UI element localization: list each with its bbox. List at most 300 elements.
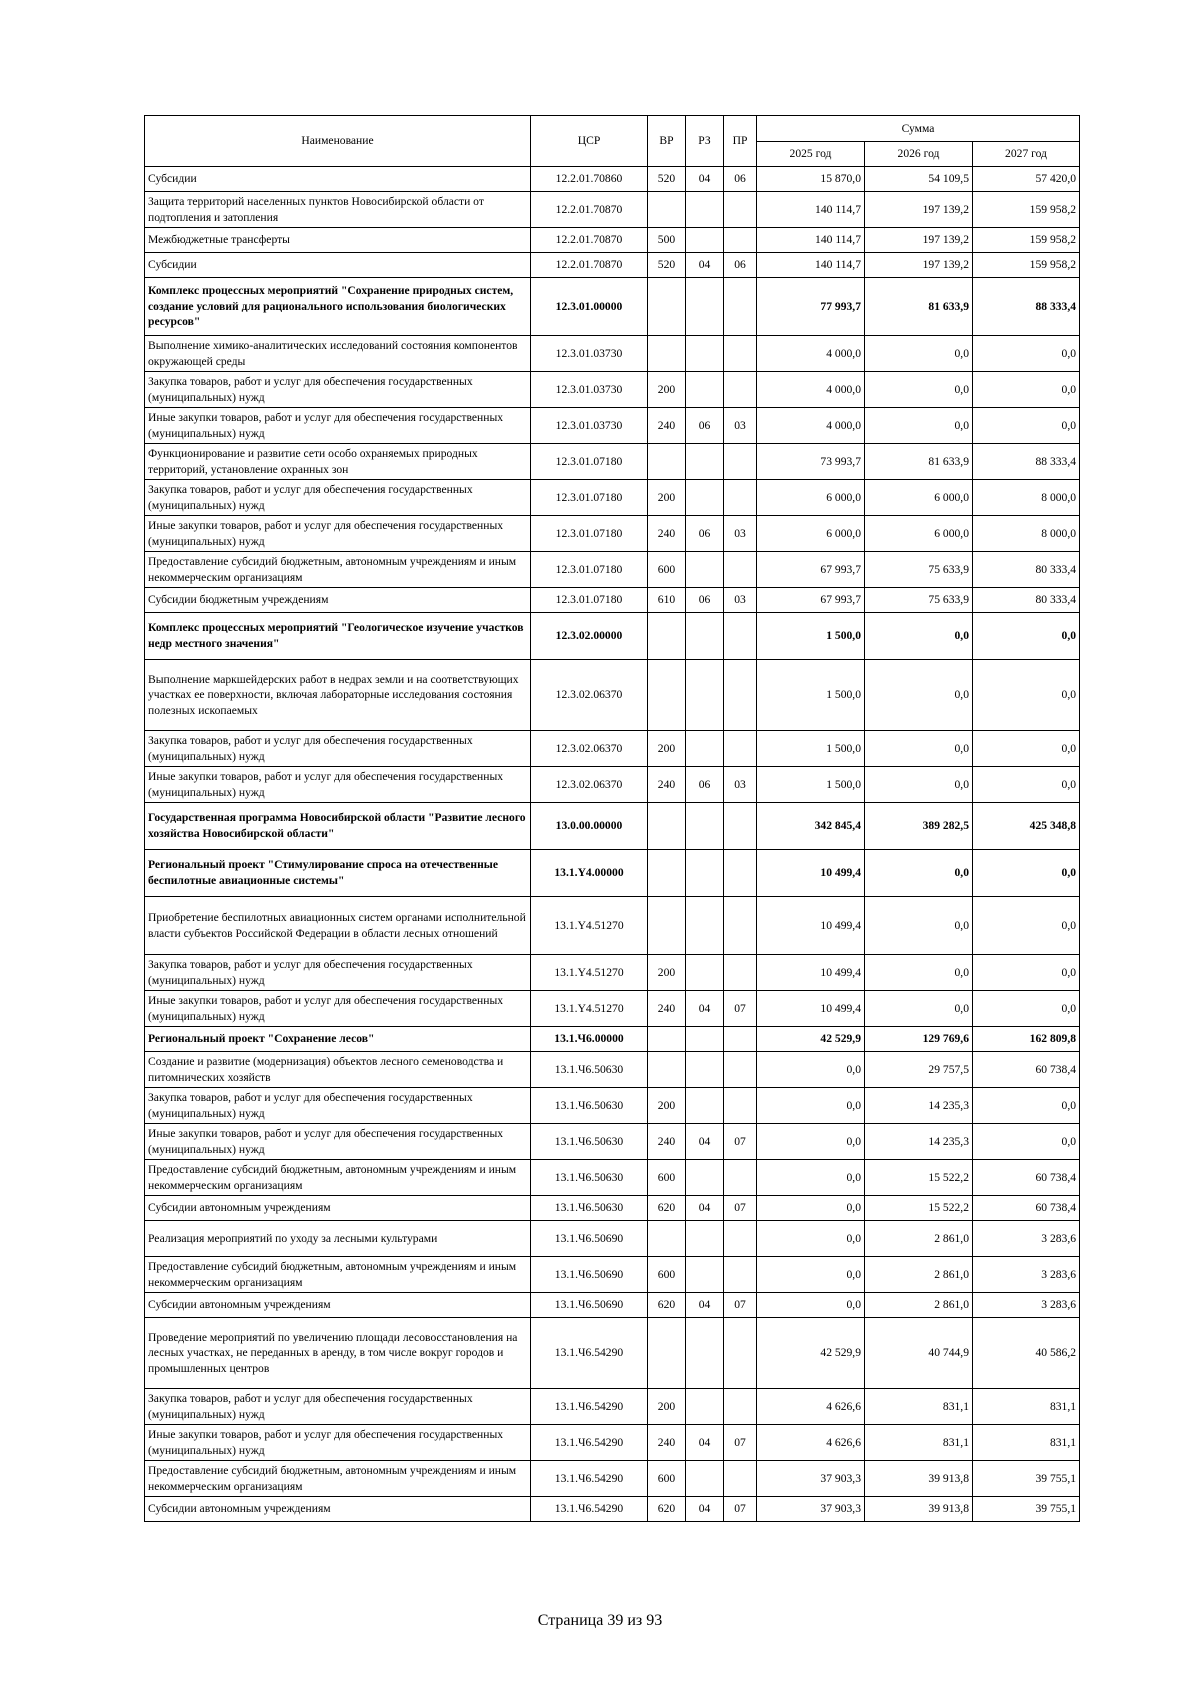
cell-csr: 12.2.01.70870 <box>531 228 648 253</box>
cell-rz: 04 <box>686 1124 724 1160</box>
table-row <box>145 192 1080 228</box>
cell-y2027: 39 755,1 <box>973 1461 1080 1497</box>
cell-y2025: 42 529,9 <box>757 1318 865 1389</box>
cell-vr: 620 <box>648 1497 686 1522</box>
cell-rz <box>686 336 724 372</box>
cell-csr: 12.3.01.03730 <box>531 336 648 372</box>
header-pr: ПР <box>724 116 757 167</box>
cell-y2025: 10 499,4 <box>757 991 865 1027</box>
cell-csr: 13.1.Y4.00000 <box>531 850 648 897</box>
cell-csr: 12.2.01.70870 <box>531 192 648 228</box>
cell-y2025: 0,0 <box>757 1257 865 1293</box>
cell-name: Создание и развитие (модернизация) объектов лесного семеноводства и питомнических хозяйств <box>145 1052 531 1088</box>
cell-name: Закупка товаров, работ и услуг для обеспечения государственных (муниципальных) нужд <box>145 955 531 991</box>
cell-csr: 13.1.Ч6.50690 <box>531 1221 648 1257</box>
header-2027: 2027 год <box>973 142 1080 167</box>
cell-pr <box>724 372 757 408</box>
cell-pr <box>724 228 757 253</box>
cell-rz <box>686 613 724 660</box>
cell-y2025: 0,0 <box>757 1124 865 1160</box>
cell-y2027: 60 738,4 <box>973 1196 1080 1221</box>
cell-rz: 04 <box>686 253 724 278</box>
cell-y2025: 0,0 <box>757 1160 865 1196</box>
cell-pr <box>724 1389 757 1425</box>
cell-vr: 240 <box>648 767 686 803</box>
cell-name: Межбюджетные трансферты <box>145 228 531 253</box>
cell-pr <box>724 613 757 660</box>
cell-pr: 03 <box>724 767 757 803</box>
cell-pr <box>724 552 757 588</box>
cell-y2026: 0,0 <box>865 991 973 1027</box>
page-number: Страница 39 из 93 <box>537 1612 663 1629</box>
table-body <box>145 167 1080 1522</box>
cell-vr: 600 <box>648 1257 686 1293</box>
cell-y2026: 0,0 <box>865 731 973 767</box>
cell-rz <box>686 850 724 897</box>
cell-name: Предоставление субсидий бюджетным, автономным учреждениям и иным некоммерческим организациям <box>145 1461 531 1497</box>
cell-rz <box>686 1257 724 1293</box>
cell-rz <box>686 955 724 991</box>
cell-y2025: 1 500,0 <box>757 660 865 731</box>
cell-y2026: 15 522,2 <box>865 1160 973 1196</box>
cell-y2025: 0,0 <box>757 1052 865 1088</box>
cell-y2027: 0,0 <box>973 660 1080 731</box>
cell-rz <box>686 192 724 228</box>
cell-y2025: 342 845,4 <box>757 803 865 850</box>
cell-vr <box>648 1318 686 1389</box>
table-row <box>145 1124 1080 1160</box>
cell-name: Иные закупки товаров, работ и услуг для обеспечения государственных (муниципальных) нужд <box>145 767 531 803</box>
cell-pr <box>724 444 757 480</box>
cell-y2025: 140 114,7 <box>757 192 865 228</box>
cell-name: Государственная программа Новосибирской области "Развитие лесного хозяйства Новосибирской области" <box>145 803 531 850</box>
cell-csr: 13.1.Y4.51270 <box>531 955 648 991</box>
cell-y2026: 0,0 <box>865 408 973 444</box>
table-row <box>145 1461 1080 1497</box>
cell-name: Региональный проект "Стимулирование спроса на отечественные беспилотные авиационные системы" <box>145 850 531 897</box>
cell-pr <box>724 336 757 372</box>
header-vr: ВР <box>648 116 686 167</box>
cell-y2025: 4 626,6 <box>757 1425 865 1461</box>
cell-vr: 610 <box>648 588 686 613</box>
cell-pr: 07 <box>724 1425 757 1461</box>
cell-rz <box>686 803 724 850</box>
cell-csr: 12.3.02.06370 <box>531 731 648 767</box>
cell-rz <box>686 731 724 767</box>
cell-pr: 03 <box>724 516 757 552</box>
header-sum: Сумма <box>757 116 1080 142</box>
cell-y2027: 0,0 <box>973 1088 1080 1124</box>
cell-vr <box>648 1027 686 1052</box>
cell-rz <box>686 1389 724 1425</box>
cell-y2027: 0,0 <box>973 408 1080 444</box>
cell-pr <box>724 803 757 850</box>
cell-name: Субсидии автономным учреждениям <box>145 1196 531 1221</box>
cell-y2026: 197 139,2 <box>865 192 973 228</box>
cell-csr: 13.1.Ч6.54290 <box>531 1497 648 1522</box>
cell-y2026: 0,0 <box>865 955 973 991</box>
cell-pr <box>724 897 757 955</box>
cell-rz: 06 <box>686 408 724 444</box>
cell-y2027: 831,1 <box>973 1389 1080 1425</box>
cell-name: Закупка товаров, работ и услуг для обеспечения государственных (муниципальных) нужд <box>145 480 531 516</box>
table-row <box>145 803 1080 850</box>
cell-y2025: 4 000,0 <box>757 336 865 372</box>
cell-pr: 06 <box>724 167 757 192</box>
cell-y2027: 0,0 <box>973 1124 1080 1160</box>
cell-y2026: 0,0 <box>865 850 973 897</box>
cell-y2027: 0,0 <box>973 955 1080 991</box>
cell-y2025: 0,0 <box>757 1221 865 1257</box>
table-row <box>145 1318 1080 1389</box>
table-row <box>145 1221 1080 1257</box>
cell-y2025: 4 000,0 <box>757 372 865 408</box>
cell-y2025: 77 993,7 <box>757 278 865 336</box>
cell-name: Комплекс процессных мероприятий "Геологическое изучение участков недр местного значения" <box>145 613 531 660</box>
cell-y2026: 39 913,8 <box>865 1497 973 1522</box>
cell-y2025: 1 500,0 <box>757 613 865 660</box>
cell-y2025: 1 500,0 <box>757 731 865 767</box>
cell-name: Выполнение химико-аналитических исследований состояния компонентов окружающей среды <box>145 336 531 372</box>
table-row <box>145 253 1080 278</box>
cell-y2026: 2 861,0 <box>865 1293 973 1318</box>
cell-rz <box>686 1318 724 1389</box>
cell-name: Иные закупки товаров, работ и услуг для обеспечения государственных (муниципальных) нужд <box>145 991 531 1027</box>
header-2025: 2025 год <box>757 142 865 167</box>
header-csr: ЦСР <box>531 116 648 167</box>
cell-rz <box>686 228 724 253</box>
table-row <box>145 516 1080 552</box>
cell-name: Выполнение маркшейдерских работ в недрах земли и на соответствующих участках ее поверхности, включая лабораторные исследования состояния полезных ископаемых <box>145 660 531 731</box>
cell-name: Иные закупки товаров, работ и услуг для обеспечения государственных (муниципальных) нужд <box>145 1124 531 1160</box>
table-row <box>145 228 1080 253</box>
cell-vr <box>648 803 686 850</box>
cell-vr <box>648 192 686 228</box>
cell-y2025: 140 114,7 <box>757 228 865 253</box>
cell-csr: 13.1.Ч6.50690 <box>531 1257 648 1293</box>
cell-y2027: 0,0 <box>973 731 1080 767</box>
cell-name: Предоставление субсидий бюджетным, автономным учреждениям и иным некоммерческим организациям <box>145 1160 531 1196</box>
cell-name: Субсидии <box>145 253 531 278</box>
cell-vr <box>648 1052 686 1088</box>
cell-y2026: 0,0 <box>865 372 973 408</box>
cell-pr <box>724 192 757 228</box>
cell-rz <box>686 1221 724 1257</box>
cell-pr <box>724 1160 757 1196</box>
cell-y2027: 0,0 <box>973 613 1080 660</box>
cell-name: Предоставление субсидий бюджетным, автономным учреждениям и иным некоммерческим организациям <box>145 1257 531 1293</box>
cell-rz: 06 <box>686 767 724 803</box>
cell-y2027: 159 958,2 <box>973 253 1080 278</box>
cell-vr <box>648 278 686 336</box>
cell-vr <box>648 897 686 955</box>
cell-rz: 06 <box>686 516 724 552</box>
cell-y2025: 4 000,0 <box>757 408 865 444</box>
cell-csr: 13.1.Ч6.54290 <box>531 1318 648 1389</box>
cell-rz: 06 <box>686 588 724 613</box>
cell-csr: 13.1.Ч6.54290 <box>531 1461 648 1497</box>
cell-name: Закупка товаров, работ и услуг для обеспечения государственных (муниципальных) нужд <box>145 1088 531 1124</box>
cell-y2027: 0,0 <box>973 372 1080 408</box>
cell-pr <box>724 480 757 516</box>
cell-y2027: 425 348,8 <box>973 803 1080 850</box>
cell-pr: 07 <box>724 1293 757 1318</box>
cell-rz: 04 <box>686 1497 724 1522</box>
cell-rz: 04 <box>686 167 724 192</box>
cell-y2026: 81 633,9 <box>865 278 973 336</box>
cell-rz: 04 <box>686 1425 724 1461</box>
cell-csr: 12.3.01.07180 <box>531 480 648 516</box>
cell-y2025: 42 529,9 <box>757 1027 865 1052</box>
cell-y2025: 10 499,4 <box>757 897 865 955</box>
cell-y2027: 60 738,4 <box>973 1160 1080 1196</box>
cell-vr: 240 <box>648 991 686 1027</box>
cell-csr: 13.1.Ч6.50690 <box>531 1293 648 1318</box>
cell-y2027: 57 420,0 <box>973 167 1080 192</box>
cell-name: Комплекс процессных мероприятий "Сохранение природных систем, создание условий для рационального использования биологических ресурсов" <box>145 278 531 336</box>
cell-y2027: 831,1 <box>973 1425 1080 1461</box>
cell-rz <box>686 444 724 480</box>
cell-csr: 13.1.Y4.51270 <box>531 991 648 1027</box>
cell-csr: 12.3.01.00000 <box>531 278 648 336</box>
cell-y2027: 60 738,4 <box>973 1052 1080 1088</box>
table-row <box>145 588 1080 613</box>
cell-y2025: 10 499,4 <box>757 850 865 897</box>
cell-pr <box>724 278 757 336</box>
cell-y2025: 4 626,6 <box>757 1389 865 1425</box>
cell-y2026: 6 000,0 <box>865 516 973 552</box>
cell-vr <box>648 660 686 731</box>
cell-y2026: 75 633,9 <box>865 588 973 613</box>
cell-rz <box>686 897 724 955</box>
cell-pr: 03 <box>724 408 757 444</box>
cell-pr <box>724 1088 757 1124</box>
cell-vr <box>648 613 686 660</box>
cell-y2026: 831,1 <box>865 1389 973 1425</box>
cell-y2025: 1 500,0 <box>757 767 865 803</box>
cell-csr: 13.1.Ч6.54290 <box>531 1389 648 1425</box>
cell-y2025: 37 903,3 <box>757 1497 865 1522</box>
cell-csr: 12.2.01.70870 <box>531 253 648 278</box>
header-name: Наименование <box>145 116 531 167</box>
cell-name: Предоставление субсидий бюджетным, автономным учреждениям и иным некоммерческим организациям <box>145 552 531 588</box>
cell-vr: 200 <box>648 731 686 767</box>
cell-y2027: 0,0 <box>973 336 1080 372</box>
cell-pr <box>724 1257 757 1293</box>
cell-pr: 07 <box>724 991 757 1027</box>
cell-y2026: 197 139,2 <box>865 253 973 278</box>
cell-csr: 13.1.Ч6.50630 <box>531 1052 648 1088</box>
cell-y2026: 0,0 <box>865 613 973 660</box>
cell-rz <box>686 1052 724 1088</box>
cell-name: Иные закупки товаров, работ и услуг для обеспечения государственных (муниципальных) нужд <box>145 408 531 444</box>
cell-csr: 12.3.01.03730 <box>531 372 648 408</box>
cell-y2027: 8 000,0 <box>973 516 1080 552</box>
cell-y2027: 80 333,4 <box>973 588 1080 613</box>
table-row <box>145 991 1080 1027</box>
cell-pr <box>724 660 757 731</box>
budget-table <box>144 115 1080 1522</box>
table-row <box>145 850 1080 897</box>
cell-name: Субсидии <box>145 167 531 192</box>
cell-vr: 600 <box>648 1160 686 1196</box>
cell-vr: 500 <box>648 228 686 253</box>
cell-rz: 04 <box>686 991 724 1027</box>
cell-pr <box>724 1027 757 1052</box>
cell-vr: 520 <box>648 167 686 192</box>
cell-name: Иные закупки товаров, работ и услуг для обеспечения государственных (муниципальных) нужд <box>145 1425 531 1461</box>
cell-y2026: 40 744,9 <box>865 1318 973 1389</box>
cell-rz <box>686 1027 724 1052</box>
cell-y2027: 80 333,4 <box>973 552 1080 588</box>
cell-y2025: 73 993,7 <box>757 444 865 480</box>
cell-y2025: 10 499,4 <box>757 955 865 991</box>
cell-y2027: 39 755,1 <box>973 1497 1080 1522</box>
cell-pr: 07 <box>724 1124 757 1160</box>
cell-vr: 240 <box>648 1124 686 1160</box>
cell-vr: 600 <box>648 552 686 588</box>
cell-csr: 12.3.01.03730 <box>531 408 648 444</box>
cell-rz: 04 <box>686 1196 724 1221</box>
cell-y2026: 14 235,3 <box>865 1124 973 1160</box>
table-row <box>145 1389 1080 1425</box>
cell-rz: 04 <box>686 1293 724 1318</box>
cell-name: Закупка товаров, работ и услуг для обеспечения государственных (муниципальных) нужд <box>145 372 531 408</box>
table-row <box>145 336 1080 372</box>
cell-y2027: 3 283,6 <box>973 1293 1080 1318</box>
cell-name: Функционирование и развитие сети особо охраняемых природных территорий, установление охранных зон <box>145 444 531 480</box>
cell-name: Приобретение беспилотных авиационных систем органами исполнительной власти субъектов Российской Федерации в области лесных отношений <box>145 897 531 955</box>
cell-csr: 12.3.01.07180 <box>531 516 648 552</box>
cell-rz <box>686 552 724 588</box>
cell-y2025: 15 870,0 <box>757 167 865 192</box>
cell-y2026: 2 861,0 <box>865 1257 973 1293</box>
cell-pr: 07 <box>724 1497 757 1522</box>
cell-name: Субсидии автономным учреждениям <box>145 1293 531 1318</box>
cell-y2026: 831,1 <box>865 1425 973 1461</box>
cell-name: Закупка товаров, работ и услуг для обеспечения государственных (муниципальных) нужд <box>145 1389 531 1425</box>
cell-rz <box>686 1461 724 1497</box>
cell-vr: 200 <box>648 372 686 408</box>
table-row <box>145 1052 1080 1088</box>
cell-csr: 13.1.Ч6.00000 <box>531 1027 648 1052</box>
cell-name: Проведение мероприятий по увеличению площади лесовосстановления на лесных участках, не переданных в аренду, в том числе вокруг городов и промышленных центров <box>145 1318 531 1389</box>
table-row <box>145 1160 1080 1196</box>
cell-y2026: 14 235,3 <box>865 1088 973 1124</box>
cell-pr <box>724 1318 757 1389</box>
cell-y2025: 6 000,0 <box>757 516 865 552</box>
cell-vr: 240 <box>648 408 686 444</box>
table-row <box>145 444 1080 480</box>
cell-rz <box>686 1160 724 1196</box>
cell-vr: 620 <box>648 1293 686 1318</box>
cell-rz <box>686 480 724 516</box>
cell-csr: 13.1.Ч6.50630 <box>531 1196 648 1221</box>
cell-y2026: 129 769,6 <box>865 1027 973 1052</box>
cell-y2026: 29 757,5 <box>865 1052 973 1088</box>
table-row <box>145 1257 1080 1293</box>
table-row <box>145 1027 1080 1052</box>
cell-csr: 12.3.02.06370 <box>531 660 648 731</box>
cell-y2027: 88 333,4 <box>973 444 1080 480</box>
cell-rz <box>686 372 724 408</box>
cell-csr: 13.1.Y4.51270 <box>531 897 648 955</box>
cell-vr: 240 <box>648 516 686 552</box>
cell-name: Субсидии бюджетным учреждениям <box>145 588 531 613</box>
cell-name: Реализация мероприятий по уходу за лесными культурами <box>145 1221 531 1257</box>
cell-y2025: 0,0 <box>757 1293 865 1318</box>
cell-csr: 12.3.01.07180 <box>531 444 648 480</box>
cell-y2026: 0,0 <box>865 660 973 731</box>
cell-vr: 240 <box>648 1425 686 1461</box>
cell-csr: 13.1.Ч6.50630 <box>531 1124 648 1160</box>
cell-y2026: 389 282,5 <box>865 803 973 850</box>
table-row <box>145 1497 1080 1522</box>
table-row <box>145 767 1080 803</box>
cell-y2025: 67 993,7 <box>757 552 865 588</box>
table-row <box>145 955 1080 991</box>
table-row <box>145 278 1080 336</box>
cell-y2027: 162 809,8 <box>973 1027 1080 1052</box>
cell-y2025: 0,0 <box>757 1196 865 1221</box>
cell-y2027: 159 958,2 <box>973 192 1080 228</box>
cell-csr: 12.2.01.70860 <box>531 167 648 192</box>
cell-y2026: 39 913,8 <box>865 1461 973 1497</box>
cell-vr: 520 <box>648 253 686 278</box>
cell-y2027: 8 000,0 <box>973 480 1080 516</box>
table-row <box>145 1293 1080 1318</box>
cell-pr <box>724 1221 757 1257</box>
cell-vr: 600 <box>648 1461 686 1497</box>
cell-y2027: 3 283,6 <box>973 1257 1080 1293</box>
cell-y2027: 3 283,6 <box>973 1221 1080 1257</box>
cell-pr: 07 <box>724 1196 757 1221</box>
cell-y2026: 15 522,2 <box>865 1196 973 1221</box>
cell-vr: 200 <box>648 1088 686 1124</box>
cell-csr: 12.3.01.07180 <box>531 552 648 588</box>
cell-y2026: 2 861,0 <box>865 1221 973 1257</box>
table-row <box>145 1425 1080 1461</box>
cell-y2027: 88 333,4 <box>973 278 1080 336</box>
cell-y2025: 67 993,7 <box>757 588 865 613</box>
cell-y2027: 0,0 <box>973 991 1080 1027</box>
table-row <box>145 480 1080 516</box>
cell-vr: 620 <box>648 1196 686 1221</box>
cell-pr <box>724 731 757 767</box>
cell-pr <box>724 1052 757 1088</box>
cell-y2027: 159 958,2 <box>973 228 1080 253</box>
cell-y2026: 81 633,9 <box>865 444 973 480</box>
cell-name: Защита территорий населенных пунктов Новосибирской области от подтопления и затопления <box>145 192 531 228</box>
cell-y2026: 0,0 <box>865 336 973 372</box>
cell-y2027: 0,0 <box>973 767 1080 803</box>
header-2026: 2026 год <box>865 142 973 167</box>
cell-rz <box>686 660 724 731</box>
cell-csr: 13.1.Ч6.50630 <box>531 1160 648 1196</box>
cell-name: Иные закупки товаров, работ и услуг для обеспечения государственных (муниципальных) нужд <box>145 516 531 552</box>
cell-y2025: 140 114,7 <box>757 253 865 278</box>
cell-y2026: 54 109,5 <box>865 167 973 192</box>
table-row <box>145 1196 1080 1221</box>
cell-y2026: 0,0 <box>865 767 973 803</box>
table-row <box>145 731 1080 767</box>
cell-y2025: 0,0 <box>757 1088 865 1124</box>
cell-y2027: 0,0 <box>973 850 1080 897</box>
table-row <box>145 897 1080 955</box>
cell-y2026: 75 633,9 <box>865 552 973 588</box>
cell-pr: 03 <box>724 588 757 613</box>
cell-pr <box>724 850 757 897</box>
